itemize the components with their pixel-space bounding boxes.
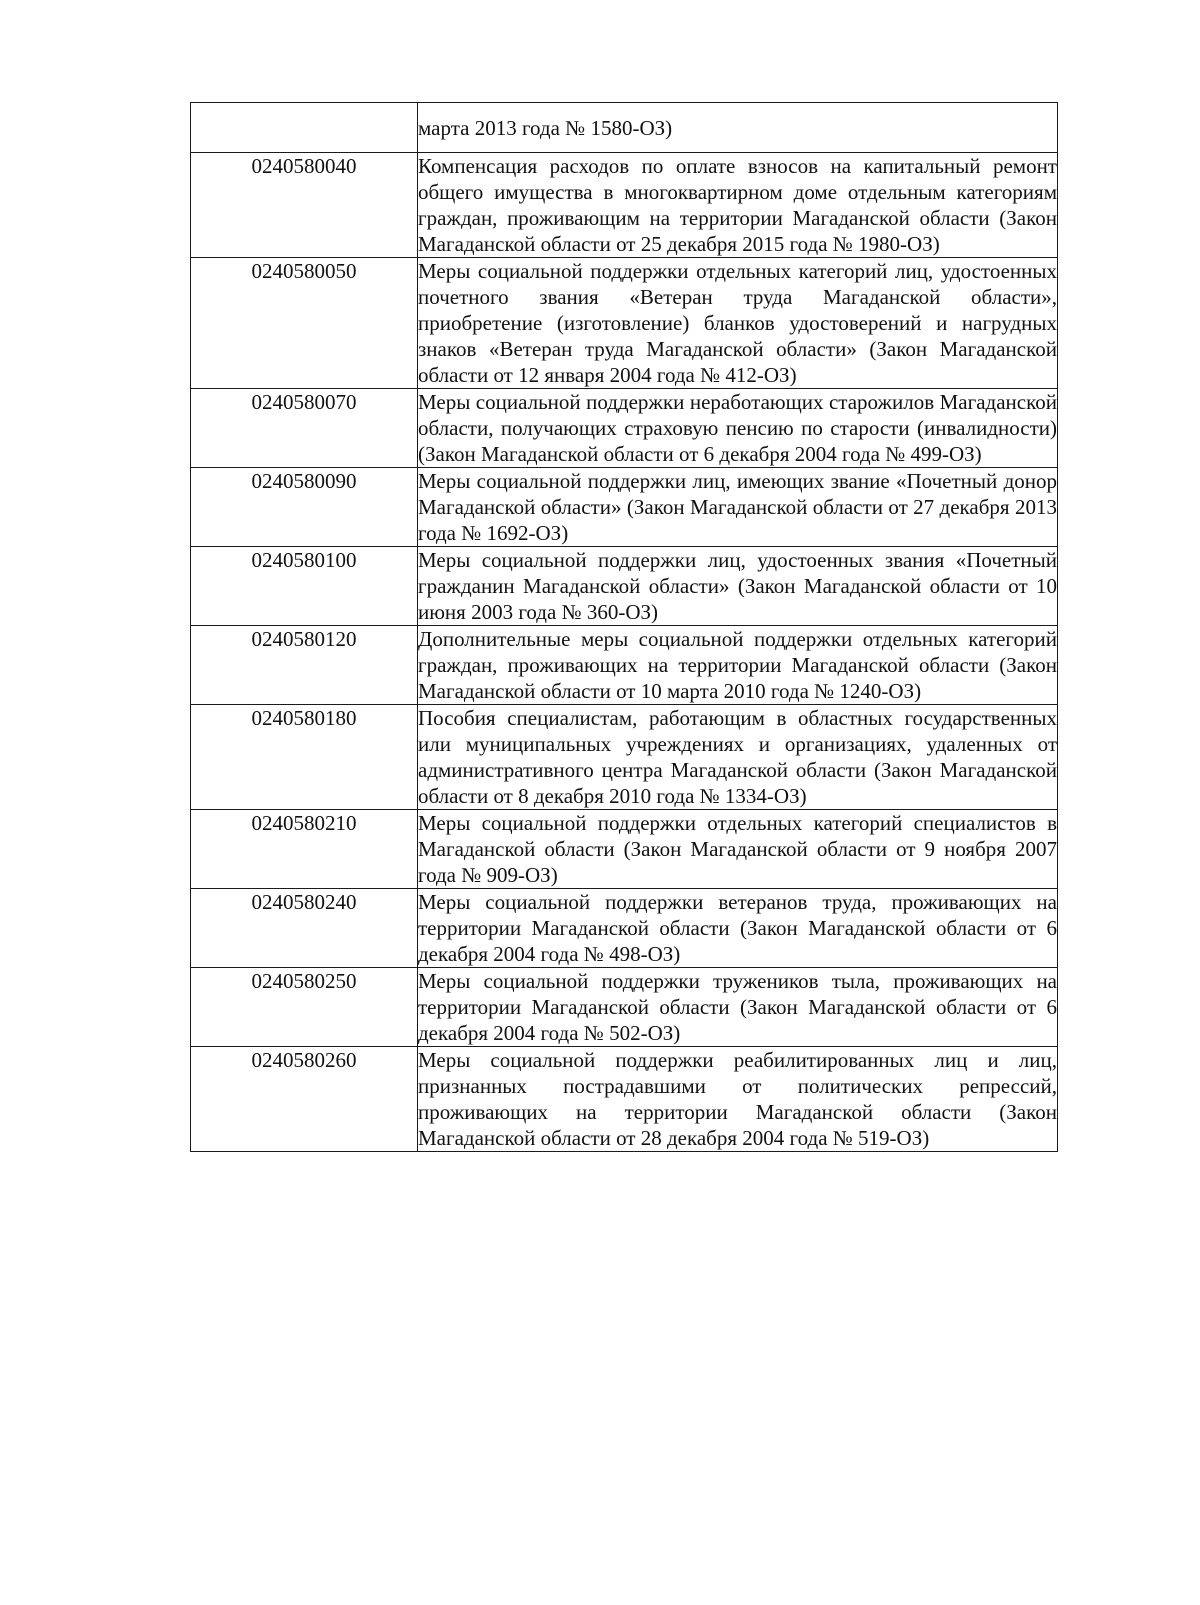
code-cell <box>191 103 418 153</box>
description-cell: марта 2013 года № 1580-ОЗ) <box>418 103 1058 153</box>
description-cell: Дополнительные меры социальной поддержки отдельных категорий граждан, проживающих на территории Магаданской области (Закон Магаданской области от 10 марта 2010 года № 1240-ОЗ) <box>418 627 1057 703</box>
description-cell: Меры социальной поддержки неработающих старожилов Магаданской области, получающих страховую пенсию по старости (инвалидности) (Закон Магаданской области от 6 декабря 2004 года № 499-ОЗ) <box>418 390 1057 466</box>
budget-codes-table <box>190 102 1058 1152</box>
code-cell: 0240580210 <box>191 810 418 889</box>
description-cell: Компенсация расходов по оплате взносов на капитальный ремонт общего имущества в многоквартирном доме отдельным категориям граждан, проживающим на территории Магаданской области (Закон Магаданской области от 25 декабря 2015 года № 1980-ОЗ) <box>418 154 1057 256</box>
description-cell: Меры социальной поддержки отдельных категорий специалистов в Магаданской области (Закон Магаданской области от 9 ноября 2007 года № 909-ОЗ) <box>418 811 1057 887</box>
description-cell: Меры социальной поддержки лиц, имеющих звание «Почетный донор Магаданской области» (Закон Магаданской области от 27 декабря 2013 года № 1692-ОЗ) <box>418 469 1057 545</box>
code-cell: 0240580070 <box>191 389 418 468</box>
description-cell: Меры социальной поддержки тружеников тыла, проживающих на территории Магаданской области (Закон Магаданской области от 6 декабря 2004 года № 502-ОЗ) <box>418 969 1057 1045</box>
code-cell: 0240580050 <box>191 258 418 389</box>
table-row <box>191 626 1058 705</box>
table-row <box>191 389 1058 468</box>
code-cell: 0240580090 <box>191 468 418 547</box>
code-cell: 0240580250 <box>191 968 418 1047</box>
table-row <box>191 889 1058 968</box>
table-row <box>191 968 1058 1047</box>
description-cell: Меры социальной поддержки лиц, удостоенных звания «Почетный гражданин Магаданской области» (Закон Магаданской области от 10 июня 2003 года № 360-ОЗ) <box>418 548 1057 624</box>
table-row <box>191 810 1058 889</box>
table-row <box>191 258 1058 389</box>
code-cell: 0240580040 <box>191 153 418 258</box>
code-cell: 0240580240 <box>191 889 418 968</box>
code-cell: 0240580180 <box>191 705 418 810</box>
description-cell: Меры социальной поддержки реабилитированных лиц и лиц, признанных пострадавшими от политических репрессий, проживающих на территории Магаданской области (Закон Магаданской области от 28 декабря 2004 года № 519-ОЗ) <box>418 1048 1057 1150</box>
description-cell: Меры социальной поддержки ветеранов труда, проживающих на территории Магаданской области (Закон Магаданской области от 6 декабря 2004 года № 498-ОЗ) <box>418 890 1057 966</box>
table-row <box>191 1047 1058 1152</box>
code-cell: 0240580120 <box>191 626 418 705</box>
table-row <box>191 153 1058 258</box>
table-row <box>191 103 1058 153</box>
table-row <box>191 547 1058 626</box>
description-cell: Пособия специалистам, работающим в областных государственных или муниципальных учреждениях и организациях, удаленных от административного центра Магаданской области (Закон Магаданской области от 8 декабря 2010 года № 1334-ОЗ) <box>418 706 1057 808</box>
description-cell: Меры социальной поддержки отдельных категорий лиц, удостоенных почетного звания «Ветеран труда Магаданской области», приобретение (изготовление) бланков удостоверений и нагрудных знаков «Ветеран труда Магаданской области» (Закон Магаданской области от 12 января 2004 года № 412-ОЗ) <box>418 259 1057 387</box>
table-row <box>191 705 1058 810</box>
table-row <box>191 468 1058 547</box>
code-cell: 0240580260 <box>191 1047 418 1152</box>
code-cell: 0240580100 <box>191 547 418 626</box>
